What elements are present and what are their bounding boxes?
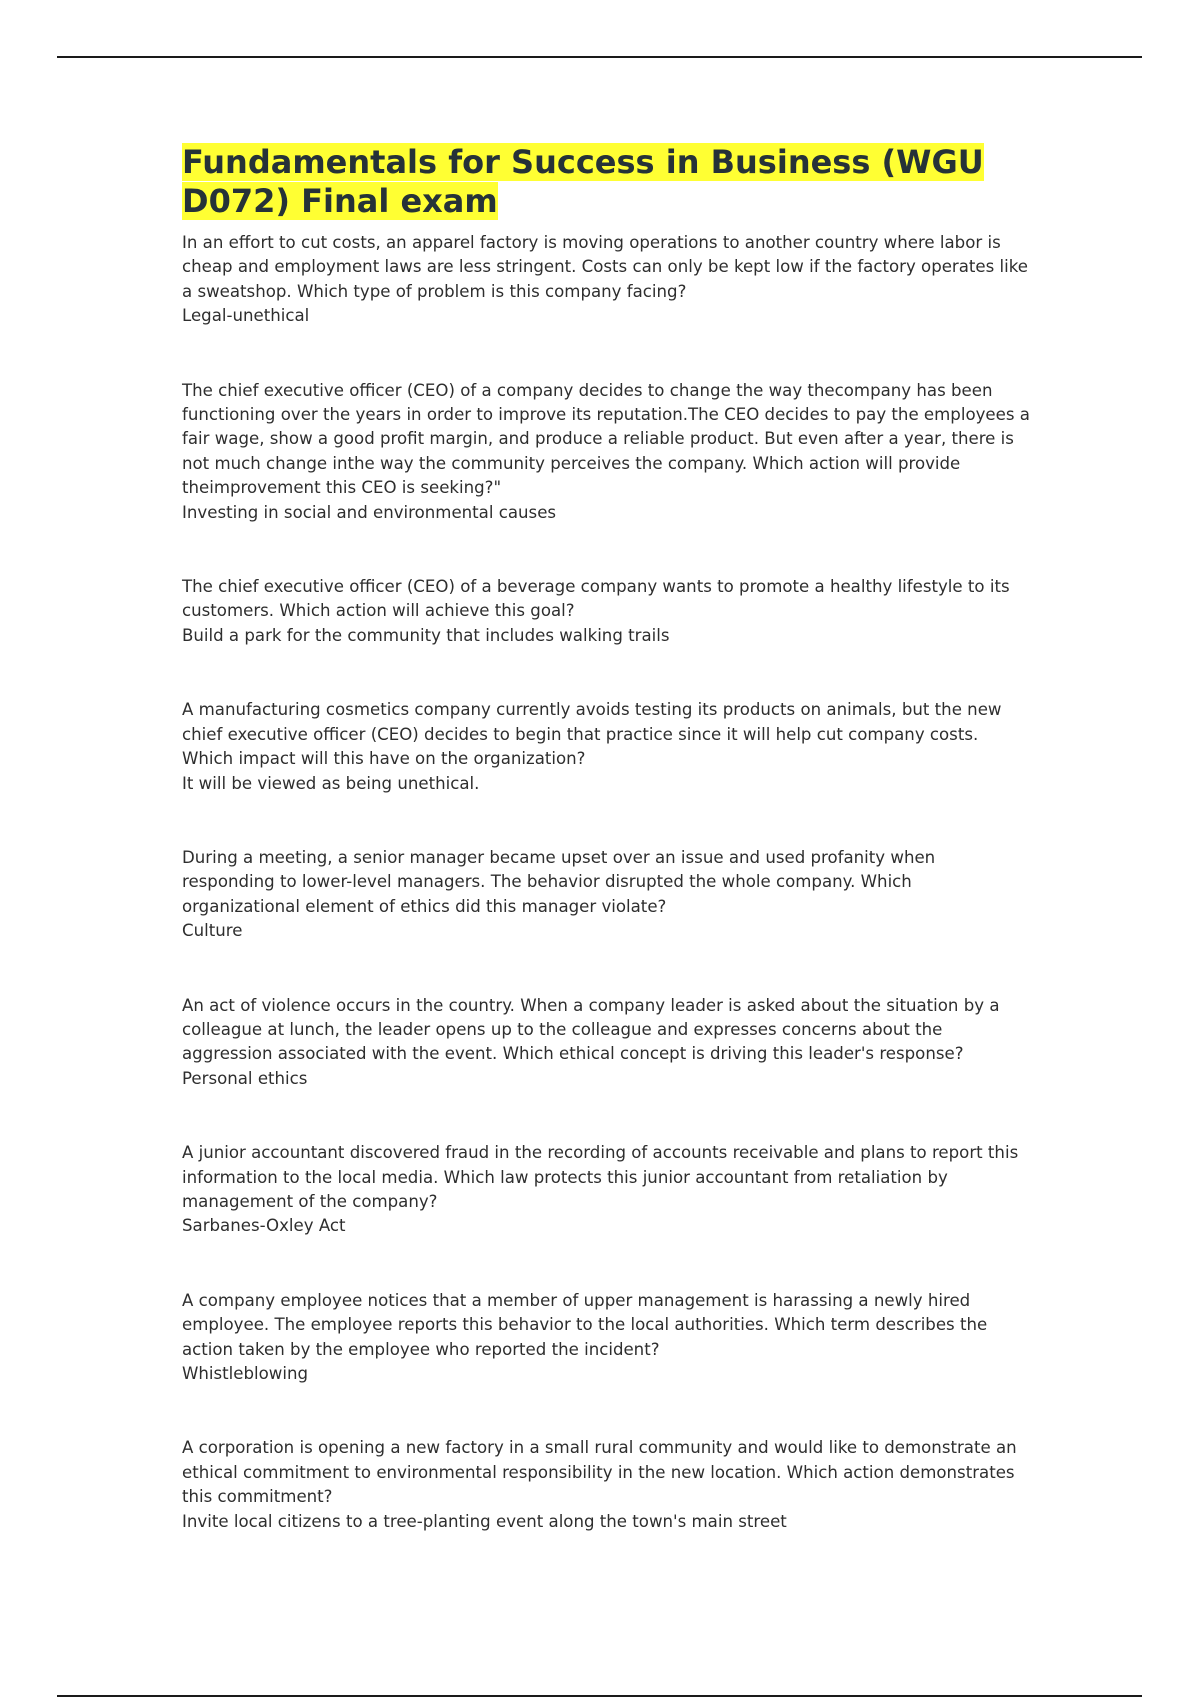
question-text: An act of violence occurs in the country. When a company leader is asked about the situation by a colleague at lunch, the leader opens up to the colleague and expresses concerns about the aggression associated with the event. Which ethical concept is driving this leader's response? bbox=[182, 995, 1000, 1064]
qa-item bbox=[182, 1289, 1032, 1387]
question-text: The chief executive officer (CEO) of a beverage company wants to promote a healthy lifestyle to its customers. Which action will achieve this goal? bbox=[182, 577, 1010, 621]
answer-text: Culture bbox=[182, 921, 243, 941]
answer-text: Sarbanes-Oxley Act bbox=[182, 1216, 346, 1236]
qa-item bbox=[182, 379, 1032, 525]
document-title-text: Fundamentals for Success in Business (WGU D072) Final exam bbox=[182, 143, 984, 220]
top-divider bbox=[57, 56, 1142, 58]
qa-item bbox=[182, 846, 1032, 944]
question-text: In an effort to cut costs, an apparel factory is moving operations to another country where labor is cheap and employment laws are less stringent. Costs can only be kept low if the factory operates like a sweatshop. Which type of problem is this company facing? bbox=[182, 233, 1029, 301]
question-text: A corporation is opening a new factory in a small rural community and would like to demonstrate an ethical commitment to environmental responsibility in the new location. Which action demonstrates this commitment? bbox=[182, 1438, 1017, 1507]
answer-text: Build a park for the community that includes walking trails bbox=[182, 625, 670, 645]
qa-item bbox=[182, 1141, 1032, 1239]
qa-item bbox=[182, 575, 1032, 648]
document-body bbox=[182, 143, 1032, 1584]
answer-text: It will be viewed as being unethical. bbox=[182, 773, 480, 793]
document-title bbox=[182, 143, 1032, 221]
bottom-divider bbox=[57, 1695, 1142, 1697]
question-text: The chief executive officer (CEO) of a company decides to change the way thecompany has been functioning over the years in order to improve its reputation.The CEO decides to pay the employees a fair wage, show a good profit margin, and produce a reliable product. But even after a year, there is not much change inthe way the community perceives the company. Which action will provide theimprovement this CEO is seeking?" bbox=[182, 380, 1030, 498]
answer-text: Invite local citizens to a tree-planting event along the town's main street bbox=[182, 1511, 787, 1531]
answer-text: Whistleblowing bbox=[182, 1364, 309, 1383]
question-text: A junior accountant discovered fraud in the recording of accounts receivable and plans to report this information to the local media. Which law protects this junior accountant from retaliation by management of the company? bbox=[182, 1143, 1019, 1211]
answer-text: Legal-unethical bbox=[182, 306, 310, 326]
question-text: During a meeting, a senior manager became upset over an issue and used profanity when responding to lower-level managers. The behavior disrupted the whole company. Which organizational element of ethics did this manager violate? bbox=[182, 847, 936, 916]
answer-text: Personal ethics bbox=[182, 1068, 308, 1088]
qa-item bbox=[182, 231, 1032, 329]
answer-text: Investing in social and environmental causes bbox=[182, 502, 557, 522]
qa-item bbox=[182, 994, 1032, 1092]
question-text: A company employee notices that a member of upper management is harassing a newly hired employee. The employee reports this behavior to the local authorities. Which term describes the action taken by the employee who reported the incident? bbox=[182, 1290, 988, 1359]
qa-item bbox=[182, 1436, 1032, 1534]
qa-item bbox=[182, 698, 1032, 796]
question-text: A manufacturing cosmetics company currently avoids testing its products on animals, but the new chief executive officer (CEO) decides to begin that practice since it will help cut company costs. Which impact will this have on the organization? bbox=[182, 700, 1002, 769]
